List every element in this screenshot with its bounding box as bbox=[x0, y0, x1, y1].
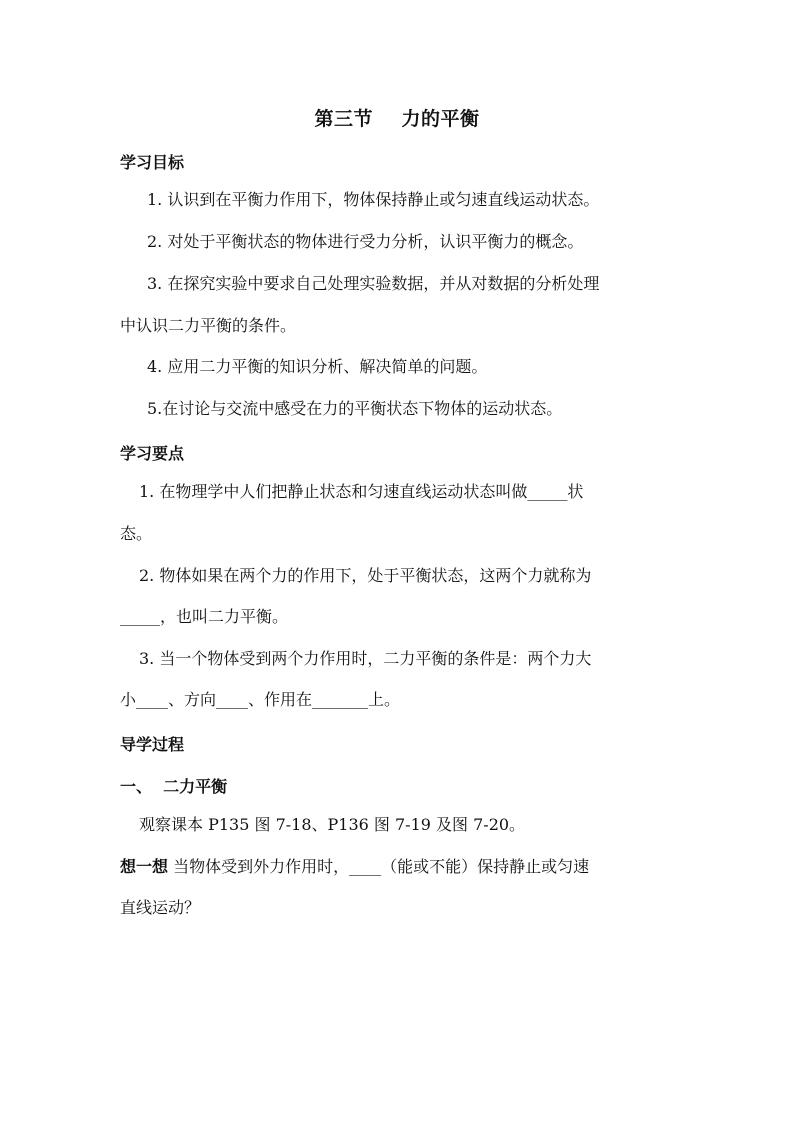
page-title: 第三节 力的平衡 bbox=[314, 108, 480, 130]
heading-objectives: 学习目标 bbox=[120, 153, 185, 172]
objective-item-5: 5.在讨论与交流中感受在力的平衡状态下物体的运动状态。 bbox=[147, 399, 563, 418]
heading-process: 导学过程 bbox=[120, 735, 185, 754]
keypoint-item-2-cont: _____，也叫二力平衡。 bbox=[120, 607, 289, 626]
keypoint-item-1-cont: 态。 bbox=[120, 524, 153, 543]
subheading-two-force-balance: 一、 二力平衡 bbox=[120, 777, 228, 796]
observe-text: 观察课本 P135 图 7-18、P136 图 7-19 及图 7-20。 bbox=[139, 815, 526, 834]
keypoint-item-2: 2. 物体如果在两个力的作用下，处于平衡状态，这两个力就称为 bbox=[139, 566, 592, 585]
objective-item-4: 4. 应用二力平衡的知识分析、解决简单的问题。 bbox=[147, 357, 488, 376]
think-label: 想一想 bbox=[120, 857, 169, 876]
objective-item-3-cont: 中认识二力平衡的条件。 bbox=[120, 316, 297, 335]
keypoint-item-1: 1. 在物理学中人们把静止状态和匀速直线运动状态叫做_____状 bbox=[139, 482, 584, 501]
keypoint-item-3: 3. 当一个物体受到两个力作用时，二力平衡的条件是：两个力大 bbox=[139, 649, 592, 668]
think-text-cont: 直线运动？ bbox=[120, 898, 201, 917]
think-line bbox=[120, 857, 589, 877]
keypoint-item-3-cont: 小____、方向____、作用在_______上。 bbox=[120, 690, 401, 709]
heading-keypoints: 学习要点 bbox=[120, 444, 185, 463]
objective-item-2: 2. 对处于平衡状态的物体进行受力分析，认识平衡力的概念。 bbox=[147, 232, 584, 251]
objective-item-3: 3. 在探究实验中要求自己处理实验数据，并从对数据的分析处理 bbox=[147, 274, 600, 293]
think-text: 当物体受到外力作用时，____（能或不能）保持静止或匀速 bbox=[173, 857, 590, 876]
objective-item-1: 1. 认识到在平衡力作用下，物体保持静止或匀速直线运动状态。 bbox=[147, 190, 600, 209]
